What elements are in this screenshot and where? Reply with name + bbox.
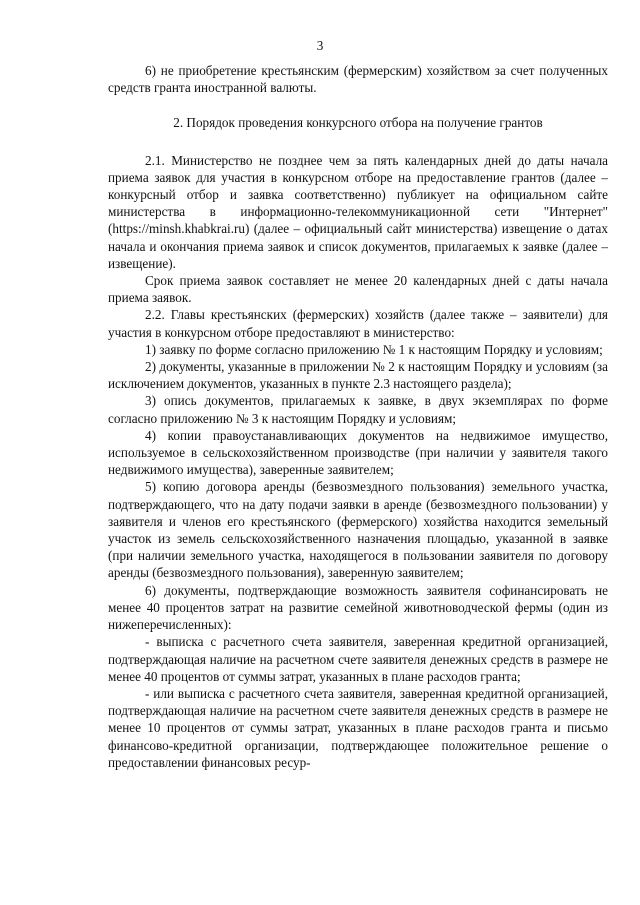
document-body [108, 62, 608, 771]
sub-item-bank-statement: - выписка с расчетного счета заявителя, заверенная кредитной организацией, подтверждающая наличие на расчетном счете заявителя денежных средств в размере не менее 40 процентов от суммы затрат, указанных в плане расходов гранта; [108, 634, 608, 684]
paragraph-deadline: Срок приема заявок составляет не менее 20 календарных дней с даты начала приема заявок. [108, 273, 608, 306]
list-item-1: 1) заявку по форме согласно приложению № 1 к настоящим Порядку и условиям; [145, 341, 603, 357]
list-item-5: 5) копию договора аренды (безвозмездного пользования) земельного участка, подтверждающего, что на дату подачи заявки в аренде (безвозмездного пользовании) у заявителя и членов его крестьянского (фермерского) хозяйства находится земельный участок из земель сельскохозяйственного назначения площадью, указанной в заявке (при наличии земельного участка, находящегося в пользовании заявителя по договору аренды (безвозмездного пользования), заверенную заявителем; [108, 479, 608, 581]
list-item-6: 6) документы, подтверждающие возможность заявителя софинансировать не менее 40 процентов затрат на развитие семейной животноводческой фермы (один из нижеперечисленных): [108, 582, 608, 633]
paragraph-subsidy-condition-6: 6) не приобретение крестьянским (фермерским) хозяйством за счет полученных средств гранта иностранной валюты. [108, 63, 608, 96]
list-item-2: 2) документы, указанные в приложении № 2 к настоящим Порядку и условиям (за исключением документов, указанных в пункте 2.3 настоящего раздела); [108, 359, 608, 392]
sub-item-bank-statement-or-letter: - или выписка с расчетного счета заявителя, заверенная кредитной организацией, подтверждающая наличие на расчетном счете заявителя денежных средств в размере не менее 10 процентов от суммы затрат, указанных в плане расходов гранта и письмо финансово-кредитной организации, подтверждающее положительное решение о предоставлении финансовых ресур- [108, 685, 608, 770]
paragraph-2-2: 2.2. Главы крестьянских (фермерских) хозяйств (далее также – заявители) для участия в конкурсном отборе предоставляют в министерство: [108, 307, 608, 340]
section-heading: 2. Порядок проведения конкурсного отбора на получение грантов [173, 115, 543, 131]
list-item-3: 3) опись документов, прилагаемых к заявке, в двух экземплярах по форме согласно приложению № 3 к настоящим Порядку и условиям; [108, 393, 608, 426]
page-number: 3 [316, 38, 324, 53]
paragraph-2-1: 2.1. Министерство не позднее чем за пять календарных дней до даты начала приема заявок для участия в конкурсном отборе на предоставление грантов (далее – конкурсный отбор и заявка соответственно) публикует на официальном сайте министерства в информационно-телекоммуникационной сети "Интернет" (https://minsh.khabkrai.ru) (далее – официальный сайт министерства) извещение о датах начала и окончания приема заявок и список документов, прилагаемых к заявке (далее – извещение). [108, 152, 608, 271]
list-item-4: 4) копии правоустанавливающих документов на недвижимое имущество, используемое в сельскохозяйственном производстве (при наличии у заявителя такого недвижимого имущества), заверенные заявителем; [108, 427, 608, 478]
